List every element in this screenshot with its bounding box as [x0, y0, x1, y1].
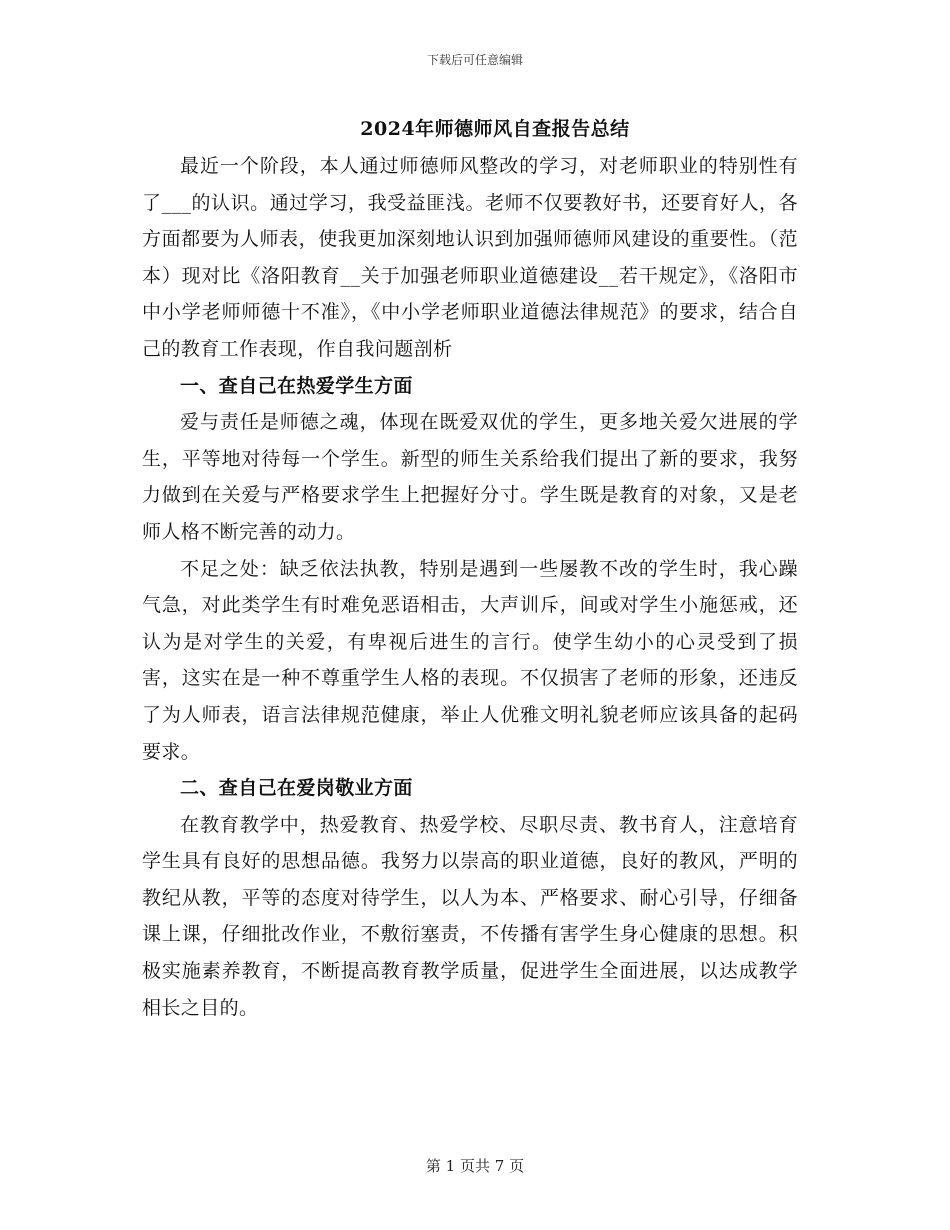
section1-paragraph-2: 不足之处：缺乏依法执教，特别是遇到一些屡教不改的学生时，我心躁气急，对此类学生有时难免恶语相击，大声训斥，间或对学生小施惩戒，还认为是对学生的关爱，有卑视后进生的言行。使学生幼小的心灵受到了损害，这实在是一种不尊重学生人格的表现。不仅损害了老师的形象，还违反了为人师表，语言法律规范健康，举止人优雅文明礼貌老师应该具备的起码要求。 [142, 557, 798, 763]
page-header-note: 下载后可任意编辑 [426, 53, 523, 67]
document-body [142, 148, 798, 1026]
section-heading-dedication: 二、查自己在爱岗敬业方面 [180, 777, 413, 800]
page-number: 第 1 页共 7 页 [425, 1157, 525, 1175]
intro-paragraph: 最近一个阶段，本人通过师德师风整改的学习，对老师职业的特别性有了___的认识。通过学习，我受益匪浅。老师不仅要教好书，还要育好人，各方面都要为人师表，使我更加深刻地认识到加强师德师风建设的重要性。（范本）现对比《洛阳教育__关于加强老师职业道德建设__若干规定》，《洛阳市中小学老师师德十不准》，《中小学老师职业道德法律规范》的要求，结合自己的教育工作表现，作自我问题剖析 [142, 155, 798, 360]
section-heading-love-students: 一、查自己在热爱学生方面 [180, 374, 413, 397]
section1-paragraph-1: 爱与责任是师德之魂，体现在既爱双优的学生，更多地关爱欠进展的学生，平等地对待每一个学生。新型的师生关系给我们提出了新的要求，我努力做到在关爱与严格要求学生上把握好分寸。学生既是教育的对象，又是老师人格不断完善的动力。 [142, 411, 798, 543]
section2-paragraph-1: 在教育教学中，热爱教育、热爱学校、尽职尽责、教书育人，注意培育学生具有良好的思想品德。我努力以崇高的职业道德，良好的教风，严明的教纪从教，平等的态度对待学生，以人为本、严格要求、耐心引导，仔细备课上课，仔细批改作业，不敷衍塞责，不传播有害学生身心健康的思想。积极实施素养教育，不断提高教育教学质量，促进学生全面进展，以达成教学相长之目的。 [142, 813, 798, 1019]
document-title: 2024年师德师风自查报告总结 [360, 118, 630, 140]
